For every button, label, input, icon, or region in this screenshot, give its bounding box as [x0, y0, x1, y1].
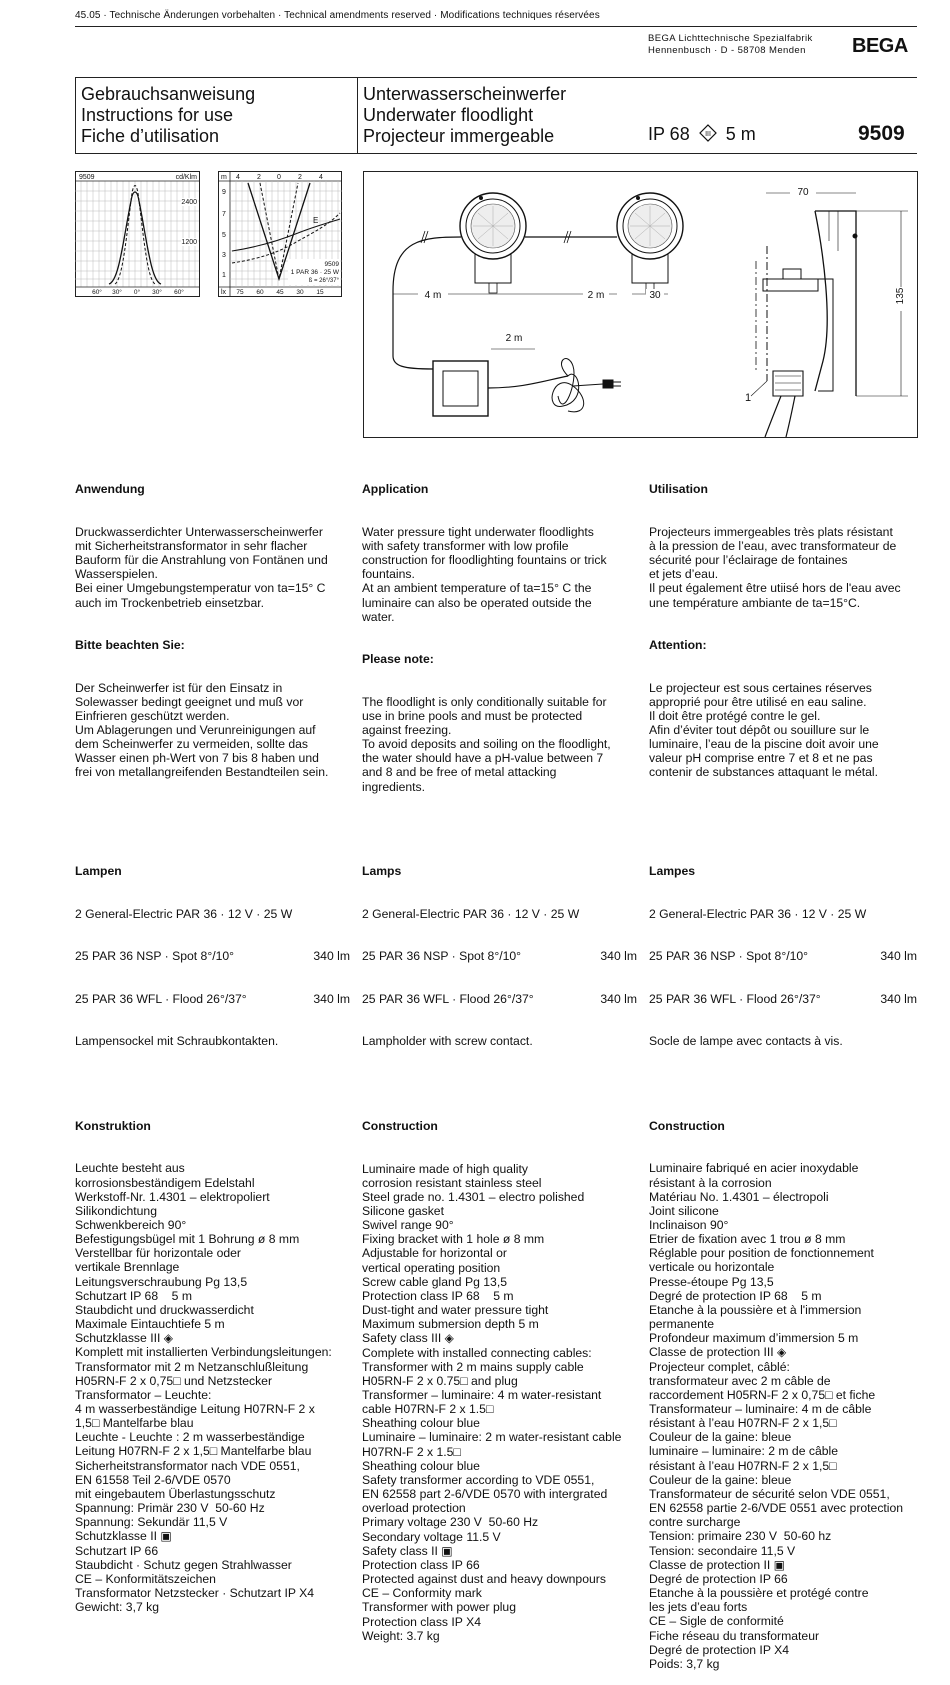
lamp-flood-lumen: 340 lm [880, 991, 917, 1006]
protection-rating [648, 124, 756, 145]
lamp-flood-lumen: 340 lm [313, 991, 350, 1006]
svg-text:III: III [704, 131, 711, 138]
product-en: Underwater floodlight [363, 105, 534, 125]
lux-label: 45 [276, 289, 284, 296]
doc-type-fr: Fiche d’utilisation [81, 126, 220, 146]
doc-type-de: Gebrauchsanweisung [81, 84, 256, 104]
depth-label: 7 [222, 211, 226, 218]
depth-label: 5 [222, 232, 226, 239]
column-french [649, 454, 917, 1685]
revision-note: 45.05 · Technische Änderungen vorbehalten · Technical amendments reserved · Modifications techniques réservées [75, 10, 600, 21]
curve-label: E [313, 216, 319, 225]
diagram-id: 9509 [79, 174, 95, 181]
x-label: 30° [112, 289, 122, 296]
column-german [75, 454, 350, 1629]
top-label: 4 [236, 174, 240, 181]
title-rule-top [75, 77, 917, 78]
y-label-2400: 2400 [181, 199, 197, 206]
application-heading: Application [362, 482, 429, 497]
lamp-flood: 25 PAR 36 WFL · Flood 26°/37° [75, 991, 247, 1006]
construction-heading: Construction [362, 1119, 438, 1134]
lamp-flood: 25 PAR 36 WFL · Flood 26°/37° [362, 991, 534, 1006]
company-name: BEGA Lichttechnische Spezialfabrik [648, 33, 813, 44]
application-text: Druckwasserdichter Unterwasserscheinwerfer mit Sicherheitstransformator in sehr flacher Bauform für die Anstrahlung von Fontänen und Wasserspielen. Bei einer Umgebungstemperatur von ta=15° C auch im Trockenbetrieb einsetzbar. [75, 524, 328, 610]
lamp-spot-row [75, 949, 350, 963]
lamps-heading: Lampes [649, 864, 696, 879]
info-angle: ß = 26°/37° [308, 278, 339, 284]
lamps-intro: 2 General-Electric PAR 36 · 12 V · 25 W [75, 906, 293, 921]
construction-text: Luminaire fabriqué en acier inoxydable résistant à la corrosion Matériau No. 1.4301 – électropoli Joint silicone Inclinaison 90° Etrier de fixation avec 1 trou ø 8 mm Réglable pour position de fonctionnement verticale ou horizontale Presse-étoupe Pg 13,5 Degré de protection IP 68 5 m Etanche à la poussière et à l'immersion permanente Profondeur maximum d’immersion 5 m Classe de protection III ◈ Projecteur complet, câblé: transformateur avec 2 m câble de raccordement H05RN-F 2 x 0,75□ et fiche Transformateur – luminaire: 4 m de câble résistant à l’eau H07RN-F 2 x 1,5□ Couleur de la gaine: bleue luminaire – luminaire: 2 m de câble résistant à l’eau H07RN-F 2 x 1,5□ Couleur de la gaine: bleue Transformateur de sécurité selon VDE 0551, EN 62558 partie 2-6/VDE 0551 avec protection contre surcharge Tension: primaire 230 V 50-60 hz Tension: secondaire 11,5 V Classe de protection II ▣ Degré de protection IP 66 Etanche à la poussière et protégé contre les jets d’eau forts CE – Sigle de conformité Fiche réseau du transformateur Degré de protection IP X4 Poids: 3,7 kg [649, 1161, 904, 1671]
lamp-spot: 25 PAR 36 NSP · Spot 8°/10° [362, 949, 522, 964]
model-number: 9509 [858, 122, 905, 145]
lamp-flood-row [75, 992, 350, 1006]
depth-label: 1 [222, 272, 226, 279]
application-heading: Anwendung [75, 482, 145, 497]
lamp-flood-row [362, 992, 637, 1006]
column-english [362, 454, 637, 1657]
top-label: 2 [257, 174, 261, 181]
application-text: Water pressure tight underwater floodlights with safety transformer with low profile construction for floodlighting fountains or trick fountains. At an ambient temperature of ta=15° C the luminaire can also be operated outside the water. [362, 524, 607, 624]
supply-cable-2m: 2 m [505, 333, 523, 344]
lux-label: 75 [236, 289, 244, 296]
lux-label: 30 [296, 289, 304, 296]
lamps-intro: 2 General-Electric PAR 36 · 12 V · 25 W [362, 906, 580, 921]
note-text: The floodlight is only conditionally suitable for use in brine pools and must be protected against freezing. To avoid deposits and soiling on the floodlight, the water should have a pH-value between 7 and 8 and be free of metal attacking ingredients. [362, 694, 611, 794]
info-lamp: 1 PAR 36 · 25 W [290, 269, 339, 276]
info-id: 9509 [324, 261, 339, 268]
top-rule [75, 26, 917, 27]
title-rule-left [75, 77, 76, 153]
construction-heading: Construction [649, 1118, 725, 1133]
lamps-heading: Lamps [362, 864, 402, 879]
y-label-1200: 1200 [181, 239, 197, 246]
diagram-unit: cd/Klm [175, 174, 197, 181]
x-label: 60° [92, 289, 102, 296]
company-location: Hennenbusch · D - 58708 Menden [648, 45, 806, 56]
note-text: Der Scheinwerfer ist für den Einsatz in Solewasser bedingt geeignet und muß vor Einfrieren geschützt werden. Um Ablagerungen und Verunreinigungen auf dem Scheinwerfer zu vermeiden, sollte das Wasser einen ph-Wert von 7 bis 8 haben und frei von metallangreifenden Bestandteilen sein. [75, 680, 329, 780]
doc-type-en: Instructions for use [81, 105, 234, 125]
product-fr: Projecteur immergeable [363, 126, 555, 146]
lamps-outro: Socle de lampe avec contacts à vis. [649, 1034, 843, 1049]
lamps-heading: Lampen [75, 864, 122, 879]
depth-label: 9 [222, 189, 226, 196]
unit-lx: lx [221, 289, 227, 296]
brand-logo: BEGA [852, 35, 908, 57]
submersion-depth: 5 m [725, 124, 756, 144]
lamp-flood-lumen: 340 lm [600, 991, 637, 1006]
title-rule-bottom [75, 153, 917, 154]
lamp-spot-row [362, 949, 637, 963]
construction-text: Luminaire made of high quality corrosion resistant stainless steel Steel grade no. 1.4301 – electro polished Silicone gasket Swivel range 90° Fixing bracket with 1 hole ø 8 mm Adjustable for horizontal or vertical operating position Screw cable gland Pg 13,5 Protection class IP 68 5 m Dust-tight and water pressure tight Maximum submersion depth 5 m Safety class III ◈ Complete with installed connecting cables: Transformer with 2 m mains supply cable H05RN-F 2 x 0.75□ and plug Transformer – luminaire: 4 m water-resistant cable H07RN-F 2 x 1.5□ Sheathing colour blue Luminaire – luminaire: 2 m water-resistant cable H07RN-F 2 x 1.5□ Sheathing colour blue Safety transformer according to VDE 0551, EN 62558 part 2-6/VDE 0570 with intergrated overload protection Primary voltage 230 V 50-60 Hz Secondary voltage 11.5 V Safety class II ▣ Protection class IP 66 Protected against dust and heavy downpours CE – Conformity mark Transformer with power plug Protection class IP X4 Weight: 3.7 kg [362, 1161, 622, 1643]
product-title [363, 84, 566, 147]
note-heading: Attention: [649, 638, 707, 653]
cable-length-2m: 2 m [587, 290, 605, 301]
application-heading: Utilisation [649, 482, 708, 497]
lamps-intro: 2 General-Electric PAR 36 · 12 V · 25 W [649, 906, 867, 921]
transformer [433, 361, 488, 416]
top-label: 0 [277, 174, 281, 181]
lamps-outro: Lampholder with screw contact. [362, 1034, 533, 1049]
x-label: 30° [152, 289, 162, 296]
safety-class-iii-icon [699, 124, 717, 142]
ip-class: IP 68 [648, 124, 690, 144]
top-label: 4 [319, 174, 323, 181]
unit-m: m [221, 174, 227, 181]
x-label: 0° [133, 289, 141, 296]
depth-label: 3 [222, 252, 226, 259]
lamp-flood-row [649, 992, 917, 1006]
illuminance-diagram [218, 171, 342, 297]
note-heading: Please note: [362, 652, 434, 667]
cable-length-4m: 4 m [424, 290, 442, 301]
construction-heading: Konstruktion [75, 1118, 151, 1133]
installation-drawing [363, 171, 918, 438]
note-heading: Bitte beachten Sie: [75, 638, 185, 653]
dimension-30: 30 [649, 290, 661, 301]
lamp-spot-row [649, 949, 917, 963]
callout-1: 1 [745, 392, 752, 404]
x-label: 60° [174, 289, 184, 296]
light-distribution-diagram [75, 171, 200, 297]
dimension-135: 135 [895, 287, 906, 305]
construction-text: Leuchte besteht aus korrosionsbeständigem Edelstahl Werkstoff-Nr. 1.4301 – elektropoliert Silikondichtung Schwenkbereich 90° Befestigungsbügel mit 1 Bohrung ø 8 mm Verstellbar für horizontale oder vertikale Brennlage Leitungsverschraubung Pg 13,5 Schutzart IP 68 5 m Staubdicht und druckwasserdicht Maximale Eintauchtiefe 5 m Schutzklasse III ◈ Komplett mit installierten Verbindungsleitungen: Transformator mit 2 m Netzanschlußleitung H05RN-F 2 x 0,75□ und Netzstecker Transformator – Leuchte: 4 m wasserbeständige Leitung H07RN-F 2 x 1,5□ Mantelfarbe blau Leuchte - Leuchte : 2 m wasserbeständige Leitung H07RN-F 2 x 1,5□ Mantelfarbe blau Sicherheitstransformator nach VDE 0551, EN 61558 Teil 2-6/VDE 0570 mit eingebautem Überlastungsschutz Spannung: Primär 230 V 50-60 Hz Spannung: Sekundär 11,5 V Schutzklasse II ▣ Schutzart IP 66 Staubdicht · Schutz gegen Strahlwasser CE – Konformitätszeichen Transformator Netzstecker · Schutzart IP X4 Gewicht: 3,7 kg [75, 1161, 332, 1615]
title-divider [357, 77, 358, 153]
lamp-spot-lumen: 340 lm [313, 949, 350, 964]
product-de: Unterwasserscheinwerfer [363, 84, 567, 104]
dimension-70: 70 [797, 187, 809, 198]
lux-label: 60 [256, 289, 264, 296]
lamp-spot-lumen: 340 lm [600, 949, 637, 964]
note-text: Le projecteur est sous certaines réserves approprié pour être utilisé en eau saline. Il doit être protégé contre le gel. Afin d’éviter tout dépôt ou souillure sur le luminaire, l’eau de la piscine doit avoir une valeur pH comprise entre 7 et 8 et ne pas contenir de substances attaquant le métal. [649, 680, 879, 780]
doc-type-title [81, 84, 255, 147]
lamps-outro: Lampensockel mit Schraubkontakten. [75, 1034, 279, 1049]
application-text: Projecteurs immergeables très plats résistant à la pression de l’eau, avec transformateur de sécurité pour l’éclairage de fontaines et jets d’eau. Il peut également être utiisé hors de l'eau avec une température ambiante de ta=15°C. [649, 524, 901, 610]
lamp-spot: 25 PAR 36 NSP · Spot 8°/10° [75, 949, 235, 964]
lamp-flood: 25 PAR 36 WFL · Flood 26°/37° [649, 991, 821, 1006]
top-label: 2 [298, 174, 302, 181]
lux-label: 15 [316, 289, 324, 296]
lamp-spot: 25 PAR 36 NSP · Spot 8°/10° [649, 949, 809, 964]
company-address [648, 33, 813, 57]
lamp-spot-lumen: 340 lm [880, 949, 917, 964]
